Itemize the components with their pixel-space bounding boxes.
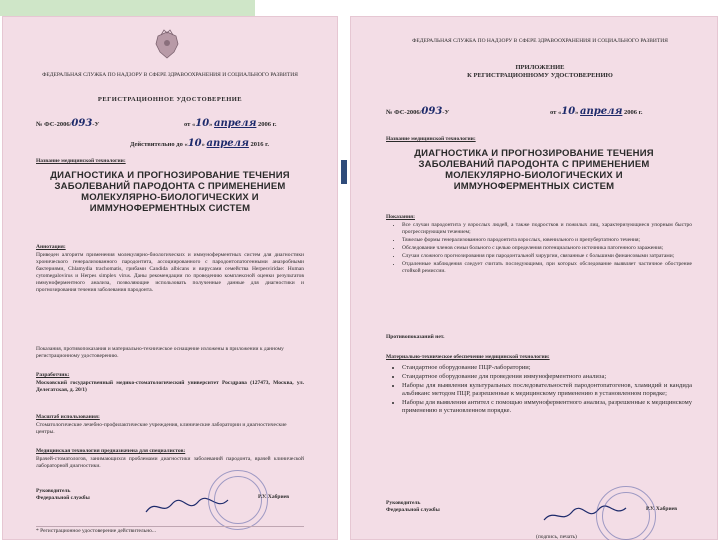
date-day-handwritten: 10 bbox=[195, 118, 210, 129]
footnote: * Регистрационное удостоверение действительно... bbox=[36, 526, 304, 535]
date-month-handwritten: апреля bbox=[214, 118, 257, 129]
developer-label: Разработчик: bbox=[36, 372, 70, 378]
list-item: • Наборы для выявления культуральных последовательностей пародонтопатогенов, хламидий и кандида альбиканс методом ПЦР, разрешенные к медицинскому применению в установленном порядке; bbox=[402, 382, 692, 398]
ministry-header-right: ФЕДЕРАЛЬНАЯ СЛУЖБА ПО НАДЗОРУ В СФЕРЕ ЗДРАВООХРАНЕНИЯ И СОЦИАЛЬНОГО РАЗВИТИЯ bbox=[412, 38, 668, 44]
list-item: • Обследование членов семьи больного с целью определения потенциального источника патогенного заражения; bbox=[402, 245, 692, 252]
appendix-technology-name: ДИАГНОСТИКА И ПРОГНОЗИРОВАНИЕ ТЕЧЕНИЯ ЗАБОЛЕВАНИЙ ПАРОДОНТА С ПРИМЕНЕНИЕМ МОЛЕКУЛЯРНО-БИОЛОГИЧЕСКИХ И ИММУНОФЕРМЕНТНЫХ СИСТЕМ bbox=[414, 148, 654, 192]
registration-certificate-page bbox=[2, 16, 338, 540]
annotation-extra: Показания, противопоказания и материально-техническое оснащение изложены в приложении к данному регистрационному удостоверению. bbox=[36, 346, 284, 359]
number-label: № ФС-2006/ bbox=[36, 121, 72, 128]
scale-text: Стоматологические лечебно-профилактические учреждения, клинические лаборатории и диагностические центры. bbox=[36, 422, 287, 435]
official-stamp-right bbox=[596, 486, 656, 540]
certificate-number bbox=[36, 120, 99, 129]
list-item: • Все случаи пародонтита у взрослых людей, а также подростков и пожилых лиц, характеризующиеся упорным быстро прогрессирующим течением; bbox=[402, 222, 692, 236]
indications-list bbox=[390, 222, 692, 276]
equipment-label: Материально-техническое обеспечение медицинской технологии: bbox=[386, 354, 550, 360]
scale-label: Масштаб использования: bbox=[36, 414, 100, 420]
slide-accent-mark bbox=[341, 160, 347, 184]
valid-month-handwritten: апреля bbox=[206, 138, 249, 149]
specialists-text: Врачей-стоматологов, занимающихся проблемами диагностики заболеваний пародонта, врачей клинической лабораторной диагностики. bbox=[36, 456, 304, 469]
coat-of-arms-icon bbox=[152, 28, 182, 62]
document-title: РЕГИСТРАЦИОННОЕ УДОСТОВЕРЕНИЕ bbox=[97, 96, 243, 103]
specialists-label: Медицинская технология предназначена для специалистов: bbox=[36, 448, 186, 454]
head-name: Р.У. Хабриев bbox=[258, 494, 290, 500]
contraindications: Противопоказаний нет. bbox=[386, 334, 445, 340]
appendix-date: от «10» апреля 2006 г. bbox=[550, 106, 643, 117]
appendix-head-label: Руководитель Федеральной службы bbox=[386, 500, 440, 513]
appendix-head-name: Р.У. Хабриев bbox=[646, 506, 678, 512]
list-item: • Отдаленные наблюдения следует считать последующими, при которых обследование выявляет частичное обострение стойкой ремиссии. bbox=[402, 261, 692, 275]
head-label: Руководитель Федеральной службы bbox=[36, 488, 90, 501]
ministry-header: ФЕДЕРАЛЬНАЯ СЛУЖБА ПО НАДЗОРУ В СФЕРЕ ЗДРАВООХРАНЕНИЯ И СОЦИАЛЬНОГО РАЗВИТИЯ bbox=[42, 72, 298, 78]
top-green-tab bbox=[0, 0, 255, 16]
list-item: • Стандартное оборудование ПЦР-лаборатории; bbox=[402, 364, 692, 372]
equipment-list bbox=[390, 364, 692, 416]
list-item: • Наборы для выявления антител с помощью иммуноферментного анализа, разрешенные к медицинскому применению в установленном порядке. bbox=[402, 399, 692, 415]
certificate-date: от «10» апреля 2006 г. bbox=[184, 118, 277, 129]
indications-label: Показания: bbox=[386, 214, 415, 220]
technology-name: ДИАГНОСТИКА И ПРОГНОЗИРОВАНИЕ ТЕЧЕНИЯ ЗАБОЛЕВАНИЙ ПАРОДОНТА С ПРИМЕНЕНИЕМ МОЛЕКУЛЯРНО-БИОЛОГИЧЕСКИХ И ИММУНОФЕРМЕНТНЫХ СИСТЕМ bbox=[50, 170, 290, 214]
appendix-number-handwritten: 093 bbox=[421, 106, 443, 117]
appendix-title: ПРИЛОЖЕНИЕ К РЕГИСТРАЦИОННОМУ УДОСТОВЕРЕНИЮ bbox=[467, 64, 613, 79]
appendix-tech-name-label: Название медицинской технологии: bbox=[386, 136, 476, 142]
annotation-text: Приведен алгоритм применения молекулярно-биологических и иммуноферментных систем для диагностики хронического генерализованного пародонтита, ассоциированного с пародонтопатогенными анаэробными бактериями, Chlamydia trachomatis, грибами Candida albicans и вирусами семейства Herpesviridae: Human cytomegalovirus и Herpes simplex virus. Даны рекомендации по проведению комплексной оценки результатов иммуноферментного анализа, позволяющие использовать полученные данные для диагностики и прогнозирования течения заболевания пародонта. bbox=[36, 252, 304, 293]
valid-day-handwritten: 10 bbox=[187, 138, 202, 149]
appendix-number: № ФС-2006/093-У bbox=[386, 106, 450, 117]
list-item: • Стандартное оборудование для проведения иммуноферментного анализа; bbox=[402, 373, 692, 381]
developer-text: Московский государственный медико-стоматологический университет Росздрава (127473, Москва, ул. Делегатская, д. 20/1) bbox=[36, 380, 304, 393]
list-item: • Тяжелые формы генерализованного пародонтита взрослых, ювенильного и препубертатного течения; bbox=[402, 237, 692, 244]
appendix-footnote: (подпись, печать) bbox=[536, 534, 577, 540]
tech-name-label: Название медицинской технологии: bbox=[36, 158, 126, 164]
page-divider bbox=[340, 16, 348, 540]
annotation-label: Аннотация: bbox=[36, 244, 66, 250]
number-suffix: -У bbox=[92, 121, 100, 128]
number-handwritten: 093 bbox=[71, 118, 93, 129]
list-item: • Случаи сложного прогнозирования при пародонтальной хирургии, связанные с большими финансовыми затратами; bbox=[402, 253, 692, 260]
valid-until: Действительно до «10» апреля 2016 г. bbox=[130, 138, 269, 149]
certificate-appendix-page bbox=[350, 16, 718, 540]
